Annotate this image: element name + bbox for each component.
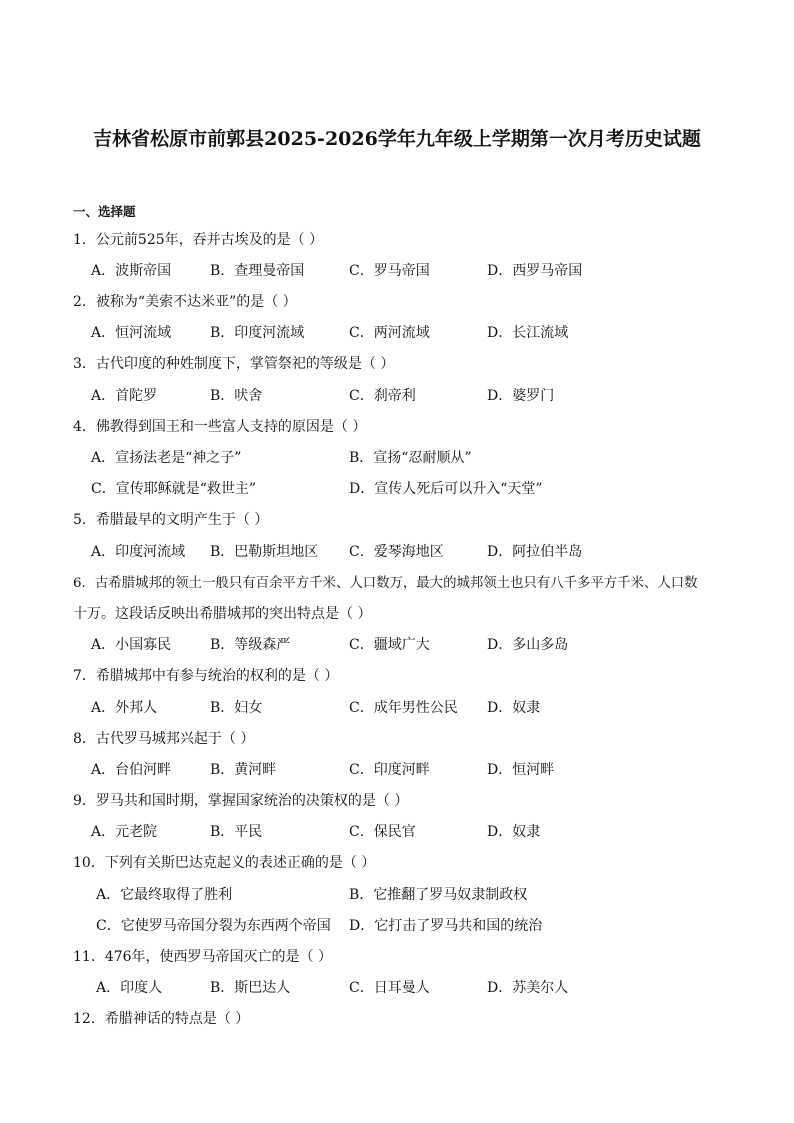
option-d: D．苏美尔人 (487, 980, 569, 996)
question-stem: 4．佛教得到国王和一些富人支持的原因是（ ） (73, 419, 367, 435)
question-stem: 7．希腊城邦中有参与统治的权利的是（ ） (73, 668, 339, 684)
option-a: A．波斯帝国 (91, 263, 172, 279)
option-c: C．它使罗马帝国分裂为东西两个帝国 (96, 918, 331, 934)
option-d: D．恒河畔 (487, 762, 555, 778)
option-c: C．印度河畔 (349, 762, 430, 778)
option-c: C．刹帝利 (349, 388, 416, 404)
question-stem: 2．被称为“美索不达米亚”的是（ ） (73, 294, 297, 310)
option-c: C．保民官 (349, 824, 416, 840)
section-heading: 一、选择题 (73, 204, 136, 219)
question-stem: 9．罗马共和国时期，掌握国家统治的决策权的是（ ） (73, 793, 409, 809)
option-c: C．日耳曼人 (349, 980, 430, 996)
option-d: D．阿拉伯半岛 (487, 544, 583, 560)
option-d: D．长江流域 (487, 325, 569, 341)
option-d: D．它打击了罗马共和国的统治 (349, 918, 543, 934)
question-stem: 10．下列有关斯巴达克起义的表述正确的是（ ） (73, 855, 376, 871)
option-b: B．查理曼帝国 (210, 263, 305, 279)
option-a: A．宣扬法老是“神之子” (91, 450, 242, 466)
option-d: D．奴隶 (487, 700, 541, 716)
option-b: B．印度河流域 (210, 325, 305, 341)
option-a: A．恒河流域 (91, 325, 172, 341)
option-d: D．婆罗门 (487, 388, 555, 404)
option-b: B．它推翻了罗马奴隶制政权 (349, 887, 528, 903)
question-stem: 12．希腊神话的特点是（ ） (73, 1011, 250, 1027)
exam-title: 吉林省松原市前郭县2025-2026学年九年级上学期第一次月考历史试题 (93, 128, 701, 150)
option-a: A．它最终取得了胜利 (96, 887, 233, 903)
option-d: D．奴隶 (487, 824, 541, 840)
option-d: D．宣传人死后可以升入“天堂” (349, 481, 543, 497)
option-c: C．宣传耶稣就是“救世主” (91, 481, 257, 497)
question-stem: 3．古代印度的种姓制度下，掌管祭祀的等级是（ ） (73, 356, 395, 372)
option-b: B．黄河畔 (210, 762, 277, 778)
option-b: B．吠舍 (210, 388, 263, 404)
option-a: A．小国寡民 (91, 637, 172, 653)
option-c: C．疆域广大 (349, 637, 430, 653)
option-c: C．爱琴海地区 (349, 544, 444, 560)
option-a: A．印度人 (96, 980, 163, 996)
question-stem-continued: 十万。这段话反映出希腊城邦的突出特点是（ ） (73, 606, 372, 622)
option-a: A．印度河流域 (91, 544, 186, 560)
option-b: B．等级森严 (210, 637, 291, 653)
option-b: B．宣扬“忍耐顺从” (349, 450, 472, 466)
question-stem: 6．古希腊城邦的领土一般只有百余平方千米、人口数万，最大的城邦领土也只有八千多平方千米、人口数 (73, 576, 698, 591)
option-c: C．两河流域 (349, 325, 430, 341)
question-stem: 11．476年，使西罗马帝国灭亡的是（ ） (73, 949, 332, 965)
option-b: B．妇女 (210, 700, 263, 716)
option-a: A．元老院 (91, 824, 158, 840)
option-b: B．斯巴达人 (210, 980, 291, 996)
option-c: C．成年男性公民 (349, 700, 458, 716)
option-a: A．外邦人 (91, 700, 158, 716)
option-d: D．多山多岛 (487, 637, 569, 653)
option-c: C．罗马帝国 (349, 263, 430, 279)
question-stem: 5．希腊最早的文明产生于（ ） (73, 512, 269, 528)
option-a: A．首陀罗 (91, 388, 158, 404)
question-stem: 8．古代罗马城邦兴起于（ ） (73, 731, 255, 747)
question-stem: 1．公元前525年，吞并古埃及的是（ ） (73, 232, 324, 248)
option-b: B．巴勒斯坦地区 (210, 544, 319, 560)
option-b: B．平民 (210, 824, 263, 840)
option-a: A．台伯河畔 (91, 762, 172, 778)
option-d: D．西罗马帝国 (487, 263, 583, 279)
